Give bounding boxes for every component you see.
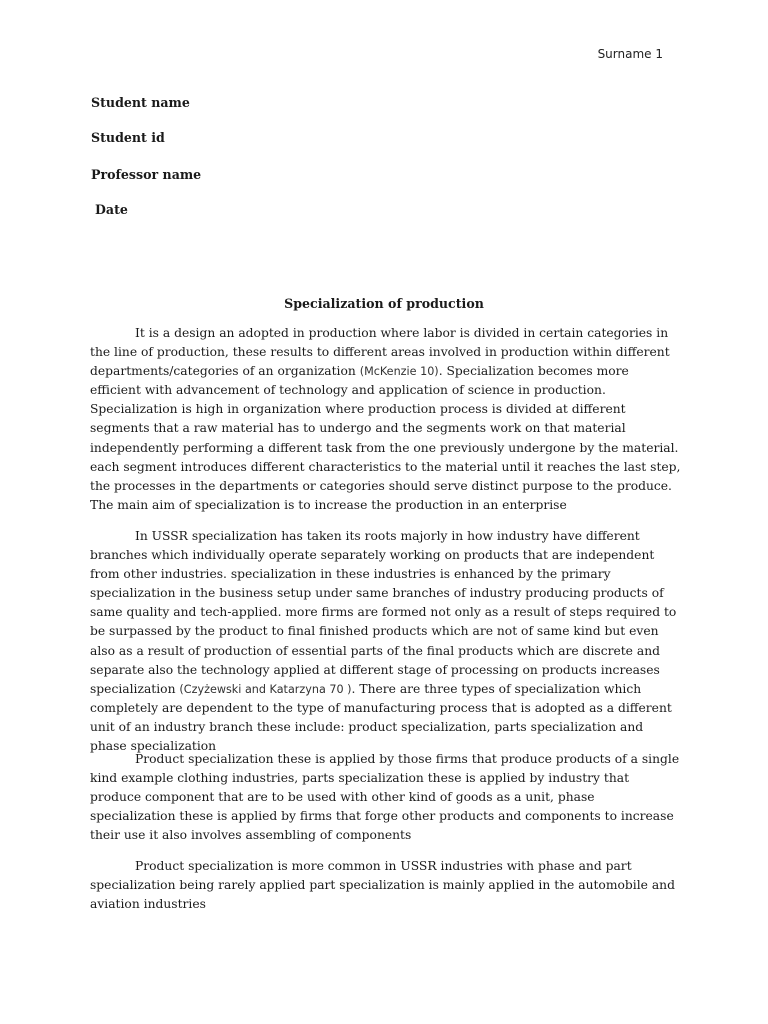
paragraph-1-text-a: It is a design an adopted in production where labor is divided in certain categories in the line of production, these results to different areas involved in production within different departments/categories of an organization: [90, 326, 670, 379]
professor-name-line: Professor name: [91, 167, 202, 182]
paragraph-2: [90, 527, 682, 756]
paragraph-1: [90, 324, 682, 515]
date-line: Date: [95, 202, 128, 217]
paragraph-2-citation: (Czyżewski and Katarzyna 70 ): [179, 682, 352, 696]
paragraph-2-text-b: . There are three types of specialization which completely are dependent to the type of manufacturing process that is adopted as a different unit of an industry branch these include: product specialization, parts specialization and phase specialization: [90, 681, 672, 754]
paragraph-4: [90, 857, 682, 914]
paragraph-1-citation: (McKenzie 10): [359, 365, 439, 379]
student-name-line: Student name: [91, 95, 190, 110]
student-id-line: Student id: [91, 130, 165, 145]
paragraph-2-text-a: In USSR specialization has taken its roots majorly in how industry have different branches which individually operate separately working on products that are independent from other industries. specialization in these industries is enhanced by the primary specialization in the business setup under same branches of industry producing products of same quality and tech-applied. more firms are formed not only as a result of steps required to be surpassed by the product to final finished products which are not of same kind but even also as a result of production of essential parts of the final products which are discrete and separate also the technology applied at different stage of processing on products increases specialization: [90, 529, 677, 696]
document-title: Specialization of production: [284, 296, 484, 311]
running-head: Surname 1: [597, 47, 663, 61]
paragraph-3: [90, 750, 682, 845]
paragraph-1-text-b: . Specialization becomes more efficient with advancement of technology and application of science in production. Specialization is high in organization where production process is divided at different segments that a raw material has to undergo and the segments work on that material independently performing a different task from the one previously undergone by the material. each segment introduces different characteristics to the material until it reaches the last step, the processes in the departments or categories should serve distinct purpose to the produce. The main aim of specialization is to increase the production in an enterprise: [90, 364, 681, 512]
paragraph-4-text: Product specialization is more common in USSR industries with phase and part specialization being rarely applied part specialization is mainly applied in the automobile and aviation industries: [90, 859, 675, 912]
paragraph-3-text: Product specialization these is applied by those firms that produce products of a single kind example clothing industries, parts specialization these is applied by industry that produce component that are to be used with other kind of goods as a unit, phase specialization these is applied by firms that forge other products and components to increase their use it also involves assembling of components: [90, 752, 680, 843]
